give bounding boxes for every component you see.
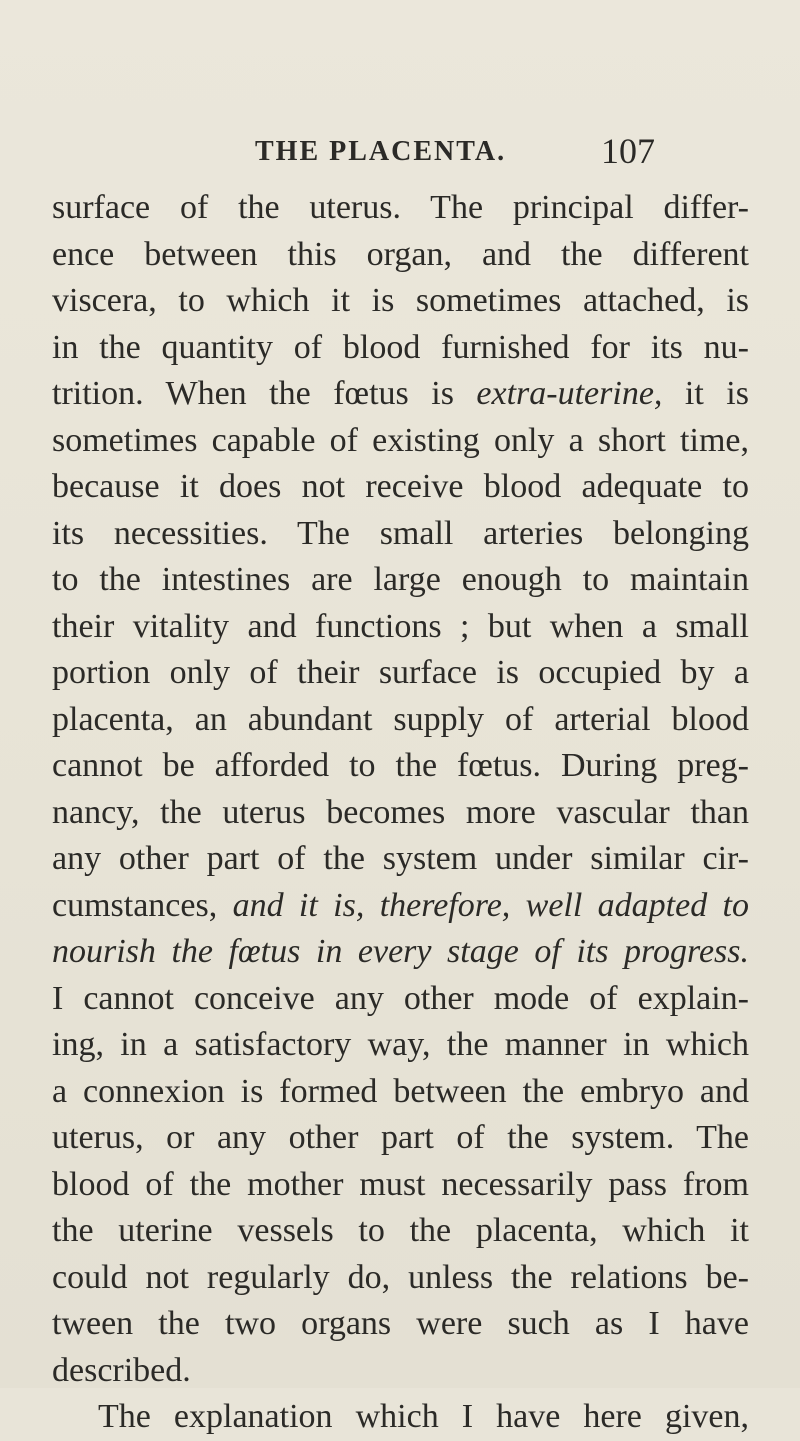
- text-line: to the intestines are large enough to maintain: [52, 561, 749, 598]
- text-line: blood of the mother must necessarily pass from: [52, 1165, 749, 1203]
- body-text: [52, 185, 749, 1441]
- text-line: tween the two organs were such as I have: [52, 1305, 749, 1342]
- page-number: 107: [601, 131, 655, 171]
- text-line: I cannot conceive any other mode of explain-: [52, 979, 749, 1017]
- running-head: [255, 130, 655, 174]
- text-line: [52, 883, 749, 930]
- italic-text-run: and it is, therefore, well adapted to: [232, 886, 749, 924]
- text-line: any other part of the system under similar cir-: [52, 840, 749, 877]
- text-line: cannot be afforded to the fœtus. During preg-: [52, 747, 749, 784]
- text-line: uterus, or any other part of the system. The: [52, 1119, 749, 1156]
- italic-text-run: extra-uterine,: [476, 375, 663, 412]
- text-run: trition. When the fœtus is: [52, 375, 477, 412]
- text-line: portion only of their surface is occupied by a: [52, 654, 749, 691]
- text-line: nancy, the uterus becomes more vascular than: [52, 793, 749, 831]
- text-line: their vitality and functions ; but when a small: [52, 607, 749, 645]
- running-title: THE PLACENTA.: [255, 136, 507, 167]
- text-line: ence between this organ, and the different: [52, 235, 749, 273]
- text-line: placenta, an abundant supply of arterial blood: [52, 700, 749, 738]
- text-run: it is: [662, 375, 749, 412]
- text-line: its necessities. The small arteries belonging: [52, 514, 749, 552]
- text-line: could not regularly do, unless the relations be-: [52, 1258, 749, 1296]
- text-line: sometimes capable of existing only a short time,: [52, 421, 749, 459]
- text-line: ing, in a satisfactory way, the manner in which: [52, 1026, 749, 1063]
- text-line: in the quantity of blood furnished for its nu-: [52, 328, 749, 366]
- text-line: the uterine vessels to the placenta, which it: [52, 1212, 749, 1249]
- text-line: [52, 929, 749, 976]
- text-line: [52, 371, 749, 418]
- italic-text-run: nourish the fœtus in every stage of its progress.: [52, 933, 749, 970]
- text-line: described.: [52, 1351, 191, 1389]
- text-line: a connexion is formed between the embryo and: [52, 1072, 749, 1110]
- text-line: viscera, to which it is sometimes attached, is: [52, 282, 749, 319]
- text-run: cumstances,: [52, 886, 233, 924]
- text-line: because it does not receive blood adequate to: [52, 468, 749, 505]
- text-line: The explanation which I have here given,: [98, 1398, 749, 1435]
- text-line: surface of the uterus. The principal differ-: [52, 189, 749, 226]
